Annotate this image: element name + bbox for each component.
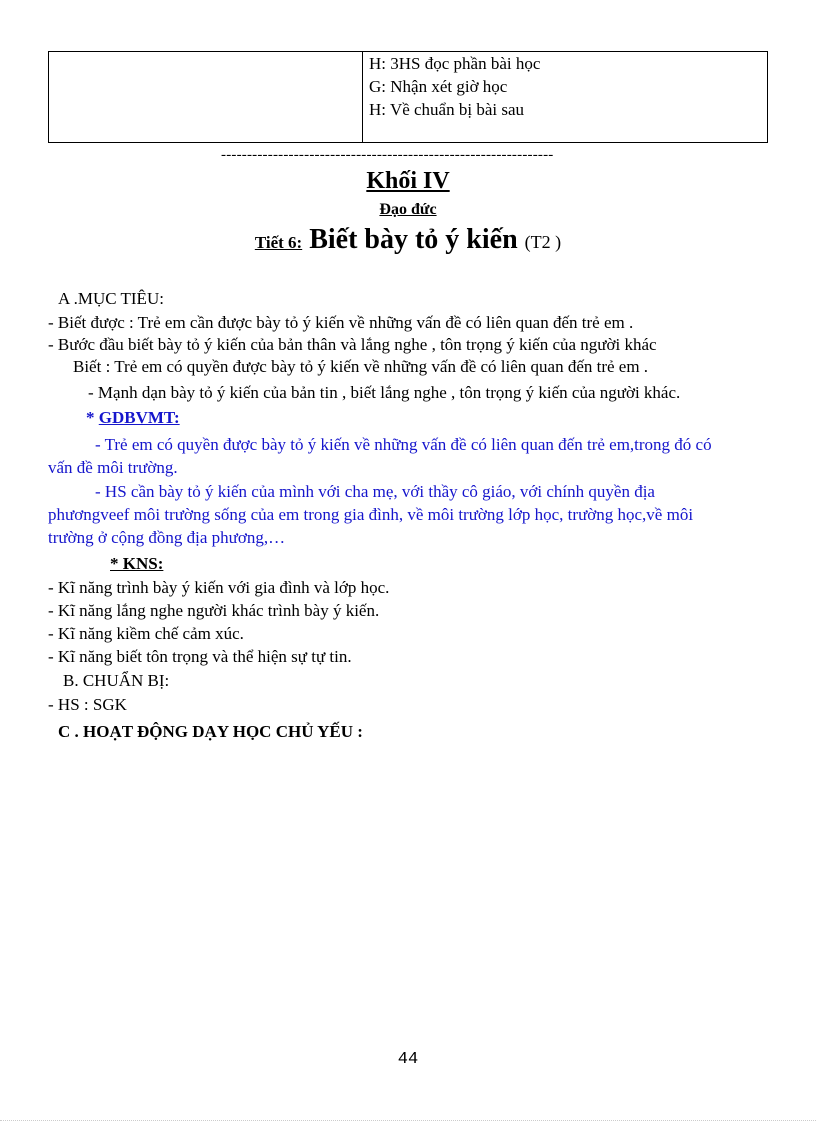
section-b-heading: B. CHUẨN BỊ: [63,671,170,690]
gdbvmt-line: - HS cần bày tỏ ý kiến của mình với cha mẹ, với thầy cô giáo, với chính quyền địa [95,482,655,501]
section-b-line: - HS : SGK [48,695,127,714]
kns-line: - Kĩ năng kiềm chế cảm xúc. [48,624,244,643]
gdbvmt-line: vấn đề môi trường. [48,458,178,477]
objective-line: - Mạnh dạn bày tỏ ý kiến của bản tin , biết lắng nghe , tôn trọng ý kiến của người khác. [88,383,681,402]
table-cell-line: H: 3HS đọc phần bài học [369,54,541,73]
gdbvmt-line: trường ở cộng đồng địa phương,… [48,528,286,547]
lesson-number: Tiết 6: [254,233,303,252]
gdbvmt-prefix: * [86,408,99,427]
gdbvmt-label: GDBVMT: [98,408,180,427]
kns-line: - Kĩ năng lắng nghe người khác trình bày ý kiến. [48,601,380,620]
grade-heading: Khối IV [366,168,450,194]
gdbvmt-line: phươngveef môi trường sống của em trong gia đình, về môi trường lớp học, trường học,về môi [48,505,694,524]
lesson-title: Biết bày tỏ ý kiến [309,224,518,255]
kns-line: - Kĩ năng trình bày ý kiến với gia đình và lớp học. [48,578,390,597]
gdbvmt-line: - Trẻ em có quyền được bày tỏ ý kiến về những vấn đề có liên quan đến trẻ em,trong đó có [95,435,712,454]
table-column-divider [362,52,363,142]
page-number: 44 [397,1050,419,1069]
objective-line: - Bước đầu biết bày tỏ ý kiến của bản thân và lắng nghe , tôn trọng ý kiến của người khác [48,335,657,354]
lesson-title-line [0,224,816,256]
table-cell-line: H: Về chuẩn bị bài sau [369,100,525,119]
subject-heading: Đạo đức [379,201,437,218]
objective-line: Biết : Trẻ em có quyền được bày tỏ ý kiến về những vấn đề có liên quan đến trẻ em . [73,357,649,376]
gdbvmt-heading [86,408,180,428]
table-cell-line: G: Nhận xét giờ học [369,77,508,96]
lesson-part: (T2 ) [524,232,562,252]
section-a-heading: A .MỤC TIÊU: [58,289,164,308]
page-bottom-rule [0,1120,816,1121]
objective-line: - Biết được : Trẻ em cần được bày tỏ ý kiến về những vấn đề có liên quan đến trẻ em . [48,313,634,332]
dashed-separator: ---------------------------------------------------------------- [221,147,554,163]
section-c-heading: C . HOẠT ĐỘNG DẠY HỌC CHỦ YẾU : [58,722,363,741]
kns-line: - Kĩ năng biết tôn trọng và thể hiện sự tự tin. [48,647,352,666]
kns-heading: * KNS: [110,554,164,573]
